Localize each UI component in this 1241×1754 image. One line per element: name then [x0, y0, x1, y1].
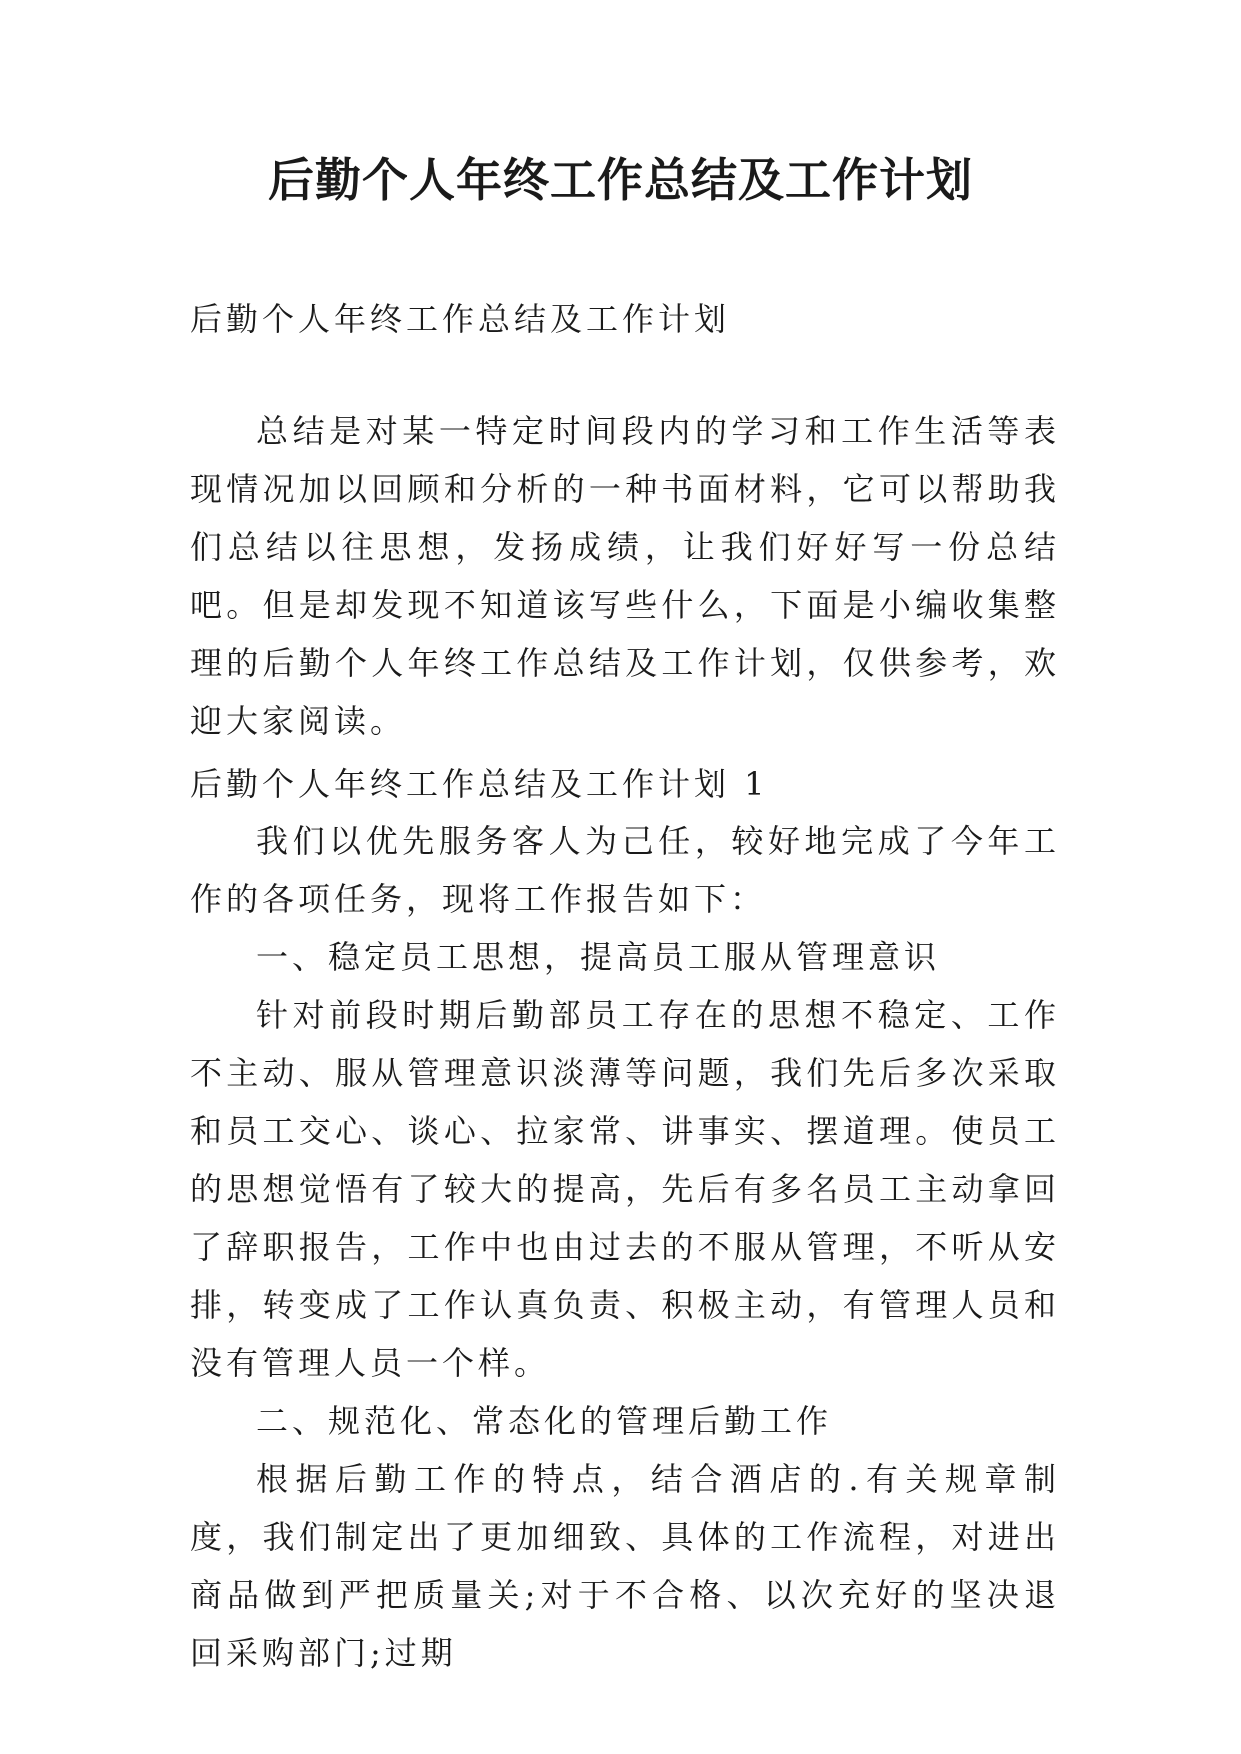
document-title: 后勤个人年终工作总结及工作计划: [268, 153, 973, 207]
intro-paragraph: 总结是对某一特定时间段内的学习和工作生活等表现情况加以回顾和分析的一种书面材料，它可以帮助我们总结以往思想，发扬成绩，让我们好好写一份总结吧。但是却发现不知道该写些什么，下面是小编收集整理的后勤个人年终工作总结及工作计划，仅供参考，欢迎大家阅读。: [190, 412, 1060, 740]
paragraph: 针对前段时期后勤部员工存在的思想不稳定、工作不主动、服从管理意识淡薄等问题，我们先后多次采取和员工交心、谈心、拉家常、讲事实、摆道理。使员工的思想觉悟有了较大的提高，先后有多名员工主动拿回了辞职报告，工作中也由过去的不服从管理，不听从安排，转变成了工作认真负责、积极主动，有管理人员和没有管理人员一个样。: [190, 996, 1060, 1382]
paragraph: 我们以优先服务客人为己任，较好地完成了今年工作的各项任务，现将工作报告如下：: [190, 822, 1060, 918]
subheading-1: 一、稳定员工思想，提高员工服从管理意识: [256, 938, 941, 976]
section-content: [190, 812, 1060, 1682]
document-subtitle: 后勤个人年终工作总结及工作计划: [190, 300, 731, 338]
paragraph: 根据后勤工作的特点，结合酒店的.有关规章制度，我们制定出了更加细致、具体的工作流程，对进出商品做到严把质量关;对于不合格、以次充好的坚决退回采购部门;过期: [190, 1460, 1060, 1672]
subheading-2: 二、规范化、常态化的管理后勤工作: [256, 1402, 833, 1440]
section-heading: 后勤个人年终工作总结及工作计划 1: [190, 765, 769, 803]
